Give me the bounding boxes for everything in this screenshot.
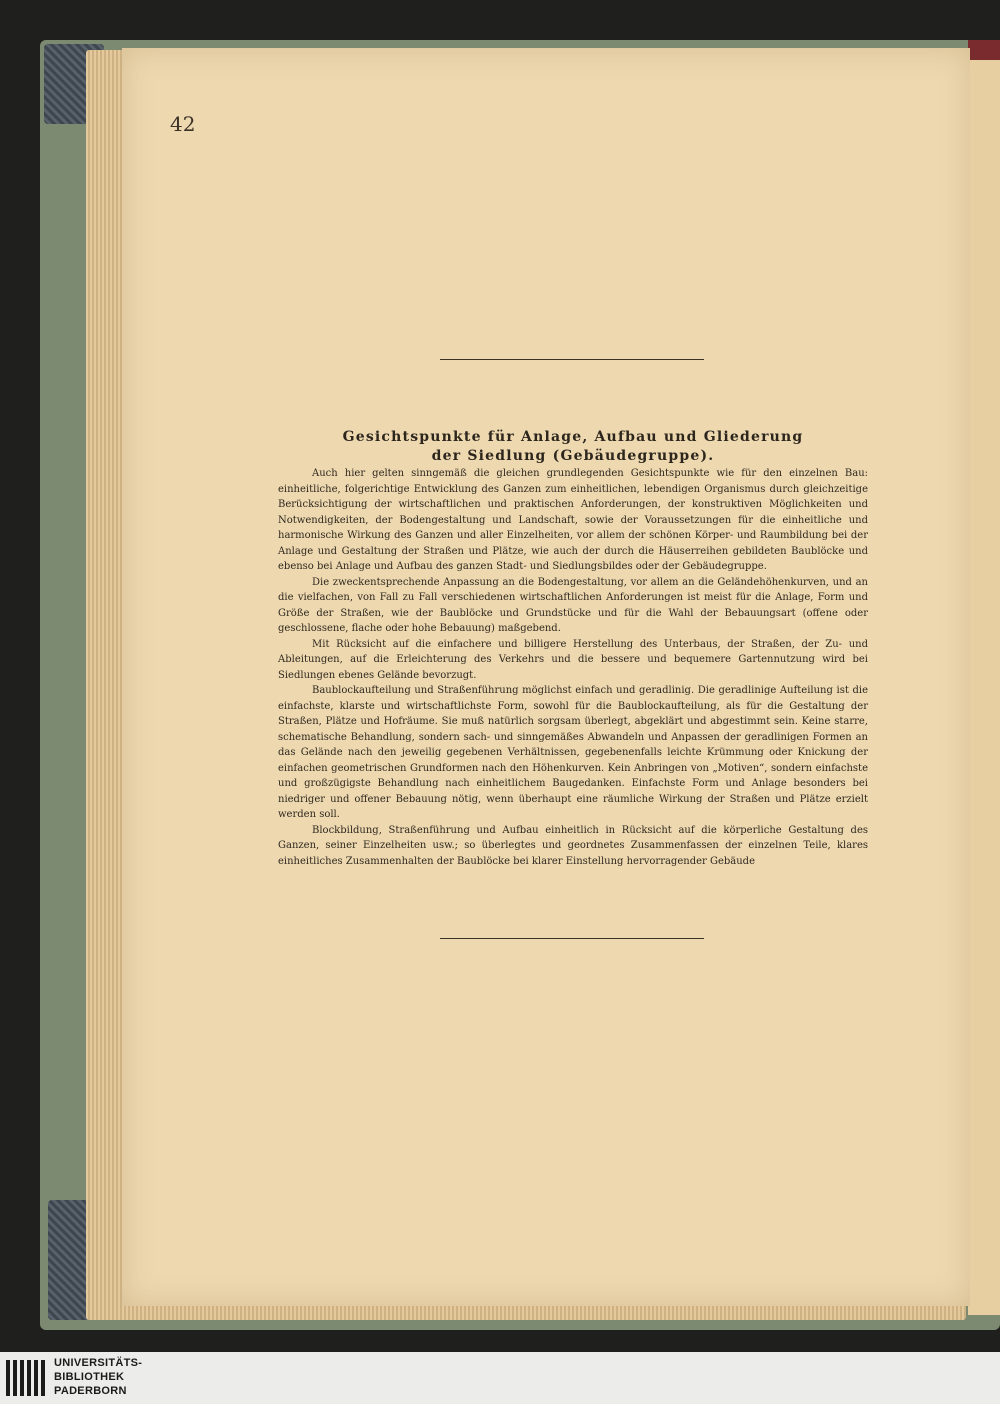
library-logo-text	[54, 1356, 142, 1398]
paragraph-1: Auch hier gelten sinngemäß die gleichen grundlegenden Gesichtspunkte wie für den einzelnen Bau: einheitliche, folgerichtige Entwicklung des Ganzen zum einheitlichen, lebendigen Organismus durch gleichzeitige Berücksichtigung der wirtschaftlichen und praktischen Anforderungen, der konstruktiven Möglichkeiten und Notwendigkeiten, der Bodengestaltung und Landschaft, sowie der Voraussetzungen für die einheitliche und harmonische Wirkung des Ganzen und aller Einzelheiten, vor allem der schönen Körper- und Raumbildung bei der Anlage und Gestaltung der Straßen und Plätze, wie auch der durch die Häuserreihen gebildeten Baublöcke und ebenso bei Anlage und Aufbau des ganzen Stadt- und Siedlungsbildes oder der Gebäudegruppe.	[278, 468, 868, 572]
paragraph-5: Blockbildung, Straßenführung und Aufbau einheitlich in Rücksicht auf die körperliche Gestaltung des Ganzen, seiner Einzelheiten usw.; so überlegtes und geordnetes Zusammenfassen der einzelnen Teile, klares einheitliches Zusammenhalten der Baublöcke bei klarer Einstellung hervorragender Gebäude	[278, 824, 868, 867]
library-logo-icon	[4, 1356, 48, 1400]
body-text	[278, 466, 868, 869]
heading-line-2: der Siedlung (Gebäudegruppe).	[431, 448, 715, 464]
top-rule	[440, 359, 704, 360]
logo-line-2: BIBLIOTHEK	[54, 1371, 125, 1383]
footer-bar	[0, 1352, 1000, 1404]
paragraph-4: Baublockaufteilung und Straßenführung möglichst einfach und geradlinig. Die geradlinige Aufteilung ist die einfachste, klarste und wirtschaftlichste Form, sowohl für die Baublockaufteilung, als für die Gestaltung der Straßen, Plätze und Hofräume. Sie muß natürlich sorgsam überlegt, abgeklärt und abgestimmt sein. Keine starre, schematische Behandlung, sondern sach- und sinngemäßes Abwandeln und Anpassen der geradlinigen Formen an das Gelände nach den jeweilig gegebenen Verhältnissen, gegebenenfalls leichte Krümmung oder Knickung der einfachen geometrischen Grundformen nach den Höhenkurven. Kein Anbringen von „Motiven“, sondern einfachste und großzügigste Behandlung nach einheitlichem Baugedanken. Einfachste Form und Anlage besonders bei niedriger und offener Bebauung nötig, wenn überhaupt eine räumliche Wirkung der Straßen und Plätze erzielt werden soll.	[278, 685, 868, 820]
page-number: 42	[170, 112, 196, 136]
bottom-rule	[440, 938, 704, 939]
section-heading	[278, 428, 868, 466]
heading-line-1: Gesichtspunkte für Anlage, Aufbau und Gliederung	[342, 429, 804, 445]
paragraph-2: Die zweckentsprechende Anpassung an die Bodengestaltung, vor allem an die Geländehöhenkurven, und an die vielfachen, von Fall zu Fall verschiedenen wirtschaftlichen Anforderungen ist meist für die Anlage, Form und Größe der Straßen, wie der Baublöcke und Grundstücke und für die Wahl der Bebauungsart (offene oder geschlossene, flache oder hohe Bebauung) maßgebend.	[278, 576, 868, 634]
logo-line-1: UNIVERSITÄTS-	[54, 1357, 143, 1369]
logo-line-3: PADERBORN	[54, 1385, 127, 1397]
paragraph-3: Mit Rücksicht auf die einfachere und billigere Herstellung des Unterbaus, der Straßen, der Zu- und Ableitungen, auf die Erleichterung des Verkehrs und die bessere und bequemere Gartennutzung wird bei Siedlungen ebenes Gelände bevorzugt.	[278, 638, 868, 681]
next-page-strip	[968, 60, 1000, 1315]
